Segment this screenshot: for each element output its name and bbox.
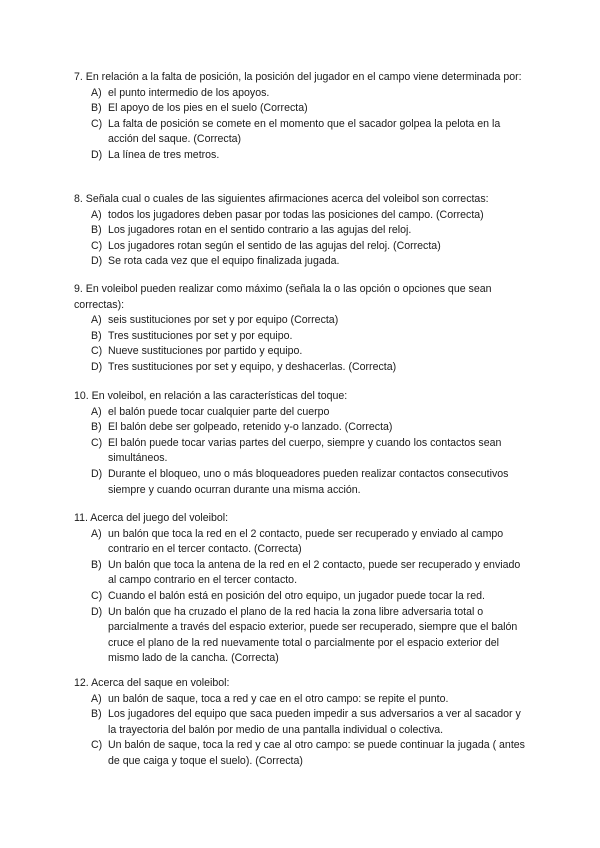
question-text: 11. Acerca del juego del voleibol: [74, 512, 229, 524]
options-list [74, 208, 529, 270]
option-letter: A) [91, 405, 102, 418]
question-12 [74, 676, 529, 770]
option-text: Se rota cada vez que el equipo finalizada jugada. [108, 255, 340, 268]
option-letter: B) [91, 421, 102, 434]
option-c [91, 239, 529, 255]
option-text: Un balón que ha cruzado el plano de la red hacia la zona libre adversaria total o parcialmente a través del espacio exterior, puede ser recuperado, siempre que el balón cruce el plano de la red nuevamente total o parcialmente por el espacio exterior del mismo lado de la cancha. (Correcta) [108, 605, 518, 665]
question-text: 9. En voleibol pueden realizar como máximo (señala la o las opción o opciones que sean correctas): [74, 283, 492, 311]
option-d [91, 148, 529, 164]
option-a [91, 405, 529, 421]
option-text: todos los jugadores deben pasar por todas las posiciones del campo. (Correcta) [108, 208, 484, 221]
options-list [74, 527, 529, 667]
option-c [91, 738, 529, 769]
option-text: Un balón que toca la antena de la red en el 2 contacto, puede ser recuperado y enviado al campo contrario en el tercer contacto. [108, 558, 521, 587]
option-text: Un balón de saque, toca la red y cae al otro campo: se puede continuar la jugada ( antes de que caiga y toque el suelo). (Correcta) [108, 739, 525, 767]
option-letter: B) [91, 708, 102, 721]
option-text: Los jugadores rotan según el sentido de las agujas del reloj. (Correcta) [108, 239, 441, 252]
option-b [91, 707, 529, 738]
option-b [91, 420, 529, 436]
option-text: El balón puede tocar varias partes del cuerpo, siempre y cuando los contactos sean simultáneos. [108, 436, 502, 465]
question-8 [74, 192, 529, 270]
option-b [91, 223, 529, 239]
question-9 [74, 282, 529, 376]
option-letter: C) [91, 739, 103, 752]
question-text: 10. En voleibol, en relación a las características del toque: [74, 390, 348, 402]
option-letter: B) [91, 102, 102, 115]
option-letter: D) [91, 255, 103, 268]
options-list [74, 405, 529, 499]
option-d [91, 254, 529, 270]
option-text: Los jugadores del equipo que saca pueden impedir a sus adversarios a ver al sacador y la trayectoria del balón por medio de una pantalla individual o colectiva. [108, 708, 521, 736]
option-text: El apoyo de los pies en el suelo (Correcta) [108, 102, 308, 115]
option-a [91, 692, 529, 708]
option-letter: D) [91, 360, 103, 373]
option-b [91, 101, 529, 117]
option-letter: A) [91, 208, 102, 221]
option-letter: C) [91, 239, 103, 252]
option-text: La línea de tres metros. [108, 148, 220, 161]
options-list [74, 313, 529, 375]
option-text: Tres sustituciones por set y equipo, y deshacerlas. (Correcta) [108, 360, 397, 373]
option-d [91, 467, 529, 498]
option-a [91, 313, 529, 329]
option-text: el punto intermedio de los apoyos. [108, 86, 270, 99]
option-text: el balón puede tocar cualquier parte del cuerpo [108, 405, 330, 418]
option-c [91, 436, 529, 467]
question-text: 8. Señala cual o cuales de las siguientes afirmaciones acerca del voleibol son correctas: [74, 193, 489, 205]
option-letter: D) [91, 467, 103, 480]
option-d [91, 360, 529, 376]
option-text: El balón debe ser golpeado, retenido y-o lanzado. (Correcta) [108, 421, 393, 434]
options-list [74, 86, 529, 164]
question-11 [74, 511, 529, 667]
option-letter: C) [91, 589, 103, 602]
option-text: La falta de posición se comete en el momento que el sacador golpea la pelota en la acción del saque. (Correcta) [108, 117, 501, 146]
option-letter: A) [91, 86, 102, 99]
option-text: Durante el bloqueo, uno o más bloqueadores pueden realizar contactos consecutivos siempre y cuando ocurran durante una misma acción. [108, 467, 509, 496]
option-text: Nueve sustituciones por partido y equipo. [108, 345, 303, 358]
option-letter: C) [91, 436, 103, 449]
option-letter: B) [91, 558, 102, 571]
option-letter: A) [91, 692, 102, 705]
option-text: un balón de saque, toca a red y cae en el otro campo: se repite el punto. [108, 692, 449, 705]
option-text: Los jugadores rotan en el sentido contrario a las agujas del reloj. [108, 224, 412, 237]
option-b [91, 558, 529, 589]
option-a [91, 86, 529, 102]
option-text: Cuando el balón está en posición del otro equipo, un jugador puede tocar la red. [108, 589, 485, 602]
question-7 [74, 70, 529, 164]
options-list [74, 692, 529, 770]
option-a [91, 527, 529, 558]
option-text: Tres sustituciones por set y por equipo. [108, 329, 293, 342]
question-text: 7. En relación a la falta de posición, la posición del jugador en el campo viene determinada por: [74, 71, 522, 83]
option-letter: C) [91, 117, 103, 130]
option-a [91, 208, 529, 224]
question-10 [74, 389, 529, 498]
option-letter: A) [91, 527, 102, 540]
option-letter: B) [91, 224, 102, 237]
option-c [91, 117, 529, 148]
option-text: seis sustituciones por set y por equipo (Correcta) [108, 314, 339, 327]
option-c [91, 344, 529, 360]
option-d [91, 605, 529, 667]
option-letter: C) [91, 345, 103, 358]
option-letter: B) [91, 329, 102, 342]
option-c [91, 589, 529, 605]
option-letter: D) [91, 148, 103, 161]
option-letter: D) [91, 605, 103, 618]
option-text: un balón que toca la red en el 2 contacto, puede ser recuperado y enviado al campo contrario en el tercer contacto. (Correcta) [108, 527, 504, 556]
question-text: 12. Acerca del saque en voleibol: [74, 677, 230, 689]
option-letter: A) [91, 314, 102, 327]
option-b [91, 329, 529, 345]
